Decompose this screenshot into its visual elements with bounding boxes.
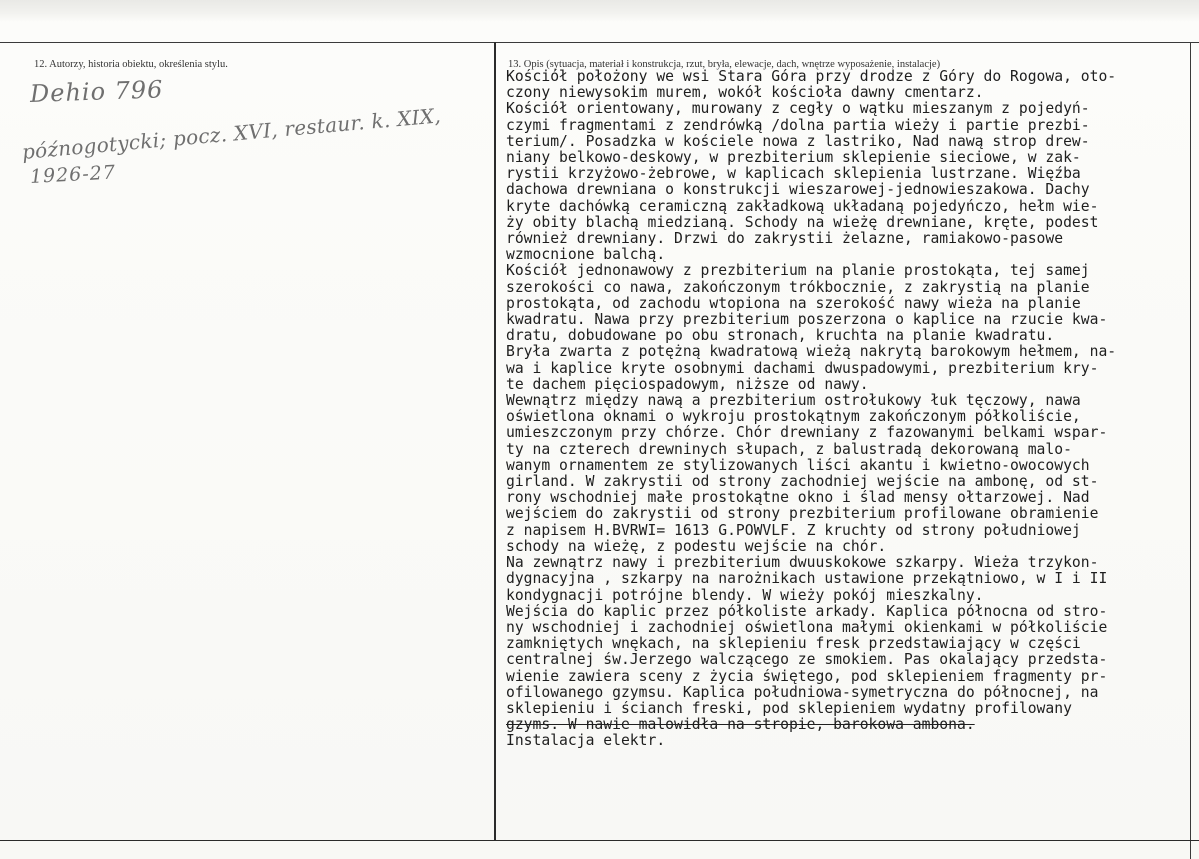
description-line: rony wschodniej małe prostokątne okno i ślad mensy ołtarzowej. Nad xyxy=(506,490,1090,507)
right-section-heading: 13. Opis (sytuacja, materiał i konstrukcja, rzut, bryła, elewacje, dach, wnętrze wyposażenie, instalacje) xyxy=(508,59,941,70)
description-line: również drewniany. Drzwi do zakrystii żelazne, ramiakowo-pasowe xyxy=(506,231,1064,248)
column-divider xyxy=(494,42,496,840)
description-line: zamkniętych wnękach, na sklepieniu fresk przedstawiający w części xyxy=(506,636,1081,653)
description-line: Na zewnątrz nawy i prezbiterium dwuuskokowe szkarpy. Wieża trzykon- xyxy=(506,555,1099,572)
bottom-rule xyxy=(0,840,1199,841)
description-line: ny wschodniej i zachodniej oświetlona małymi okienkami w półkoliście xyxy=(506,619,1108,636)
description-line: oświetlona oknami o wykroju prostokątnym zakończonym półkoliście, xyxy=(506,409,1081,426)
description-line: wienie zawiera sceny z życia świętego, pod sklepieniem fragmenty pr- xyxy=(506,668,1108,685)
description-line: te dachem pięciospadowym, niższe od nawy. xyxy=(506,376,869,393)
description-line: Instalacja elektr. xyxy=(506,733,666,750)
description-line: Wejścia do kaplic przez półkoliste arkady. Kaplica północna od stro- xyxy=(506,603,1108,620)
description-line: Kościół położony we wsi Stara Góra przy drodze z Góry do Rogowa, oto- xyxy=(506,69,1117,85)
description-line: z napisem H.BVRWI= 1613 G.POWVLF. Z kruchty od strony południowej xyxy=(506,522,1081,539)
description-line: gzyms. W nawie malowidła na stropie, barokowa ambona. xyxy=(506,717,975,734)
description-line: Wewnątrz między nawą a prezbiterium ostrołukowy łuk tęczowy, nawa xyxy=(506,393,1081,410)
description-line: sklepieniu i ścianch freski, pod sklepieniem wydatny profilowany xyxy=(506,700,1072,717)
description-line: schody na wieżę, z podestu wejście na chór. xyxy=(506,538,887,555)
description-line: Kościół orientowany, murowany z cegły o wątku mieszanym z pojedyń- xyxy=(506,101,1090,118)
description-line: czony niewysokim murem, wokół kościoła dawny cmentarz. xyxy=(506,85,984,102)
description-line: Kościół jednonawowy z prezbiterium na planie prostokąta, tej samej xyxy=(506,263,1090,280)
description-line: centralnej św.Jerzego walczącego ze smokiem. Pas okalający przedsta- xyxy=(506,652,1108,669)
handwritten-note-1: Dehio 796 xyxy=(29,75,164,108)
handwritten-note-3: 1926-27 xyxy=(29,161,117,188)
handwritten-note-2: późnogotycki; pocz. XVI, restaur. k. XIX, xyxy=(20,103,442,164)
description-text xyxy=(506,69,1190,750)
description-line: rystii krzyżowo-żebrowe, w kaplicach sklepienia lustrzane. Więźba xyxy=(506,166,1081,183)
description-line: ży obity blachą miedzianą. Schody na wieżę drewniane, kręte, podest xyxy=(506,214,1099,231)
description-line: szerokości co nawa, zakończonym trókbocznie, z zakrystią na planie xyxy=(506,279,1090,296)
description-line: niany belkowo-deskowy, w prezbiterium sklepienie sieciowe, w zak- xyxy=(506,150,1081,167)
description-line: Bryła zwarta z potężną kwadratową wieżą nakrytą barokowym hełmem, na- xyxy=(506,344,1117,361)
description-line: girland. W zakrystii od strony zachodniej wejście na ambonę, od st- xyxy=(506,474,1099,491)
description-line: dygnacyjna , szkarpy na narożnikach ustawione przekątniowo, w I i II xyxy=(506,571,1108,588)
description-line: wzmocnione balchą. xyxy=(506,247,666,264)
description-line: wanym ornamentem ze stylizowanych liści akantu i kwietno-owocowych xyxy=(506,457,1090,474)
description-line: ofilowanego gzymsu. Kaplica południowa-symetryczna do północnej, na xyxy=(506,684,1099,701)
description-line: prostokąta, od zachodu wtopiona na szerokość nawy wieża na planie xyxy=(506,295,1081,312)
left-section-heading: 12. Autorzy, historia obiektu, określenia stylu. xyxy=(34,59,228,70)
description-line: kwadratu. Nawa przy prezbiterium poszerzona o kaplice na rzucie kwa- xyxy=(506,312,1108,329)
description-line: dachowa drewniana o konstrukcji wieszarowej-jednowieszakowa. Dachy xyxy=(506,182,1090,199)
top-rule xyxy=(0,42,1199,43)
right-rule xyxy=(1190,42,1191,859)
description-line: wa i kaplice kryte osobnymi dachami dwuspadowymi, prezbiterium kry- xyxy=(506,360,1099,377)
paper-top-edge xyxy=(0,0,1199,22)
description-line: dratu, dobudowane po obu stronach, kruchta na planie kwadratu. xyxy=(506,328,1055,345)
description-line: kondygnacji potrójne blendy. W wieży pokój mieszkalny. xyxy=(506,587,984,604)
description-line: terium/. Posadzka w kościele nowa z lastriko, Nad nawą strop drew- xyxy=(506,133,1090,150)
description-line: umieszczonym przy chórze. Chór drewniany z fazowanymi belkami wspar- xyxy=(506,425,1108,442)
description-line: kryte dachówką ceramiczną zakładkową układaną pojedyńczo, hełm wie- xyxy=(506,198,1099,215)
description-line: czymi fragmentami z zendrówką /dolna partia wieży i partie prezbi- xyxy=(506,117,1090,134)
description-line: ty na czterech drewninych słupach, z balustradą dekorowaną malo- xyxy=(506,441,1072,458)
description-line: wejściem do zakrystii od strony prezbiterium profilowane obramienie xyxy=(506,506,1099,523)
